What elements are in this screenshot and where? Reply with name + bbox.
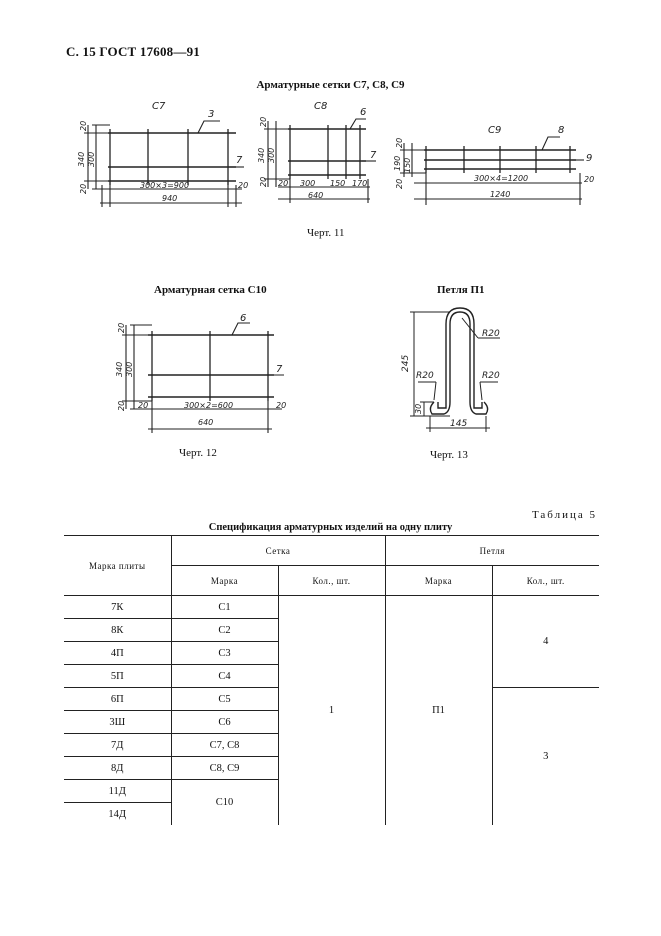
mesh-mark-cell: С5: [171, 688, 278, 711]
c9-pos-a: 8: [558, 125, 565, 136]
c8-dim-20a: 20: [259, 116, 268, 127]
c7-dim-20a: 20: [79, 120, 88, 131]
slab-mark-cell: 8К: [64, 619, 171, 642]
slab-mark-cell: 3Ш: [64, 711, 171, 734]
loop-radius-right: R20: [482, 371, 500, 381]
c9-pos-b: 9: [586, 153, 593, 164]
c8-dim-300: 300: [267, 147, 276, 163]
c8-dim-s2: 150: [330, 179, 346, 188]
header-loop-mark: Марка: [385, 566, 492, 596]
header-mesh-qty: Кол., шт.: [278, 566, 385, 596]
header-loop-qty: Кол., шт.: [492, 566, 599, 596]
c7-dim-20c: 20: [238, 181, 249, 190]
c8-dim-20c: 20: [278, 179, 289, 188]
loop-width: 145: [450, 419, 468, 429]
loop-radius-top: R20: [482, 329, 500, 339]
mesh-mark-cell: С8, С9: [171, 757, 278, 780]
figure-13-drawing: [390, 298, 520, 438]
c7-span: 300×3=900: [140, 181, 190, 190]
loop-foot: 30: [414, 403, 423, 414]
specification-table: [64, 535, 599, 825]
mesh-mark-cell: С10: [171, 780, 278, 826]
figure-12-caption: Черт. 12: [179, 447, 217, 459]
c9-dim-150: 150: [403, 157, 412, 173]
mesh-mark-cell: С7, С8: [171, 734, 278, 757]
slab-mark-cell: 4П: [64, 642, 171, 665]
c8-dim-s3: 170: [352, 179, 368, 188]
loop-mark-cell: П1: [385, 596, 492, 826]
mesh-mark-cell: С6: [171, 711, 278, 734]
slab-mark-cell: 7Д: [64, 734, 171, 757]
loop-radius-left: R20: [416, 371, 434, 381]
figure-13-title: Петля П1: [437, 284, 485, 296]
slab-mark-cell: 14Д: [64, 803, 171, 826]
c9-dim-190: 190: [393, 155, 402, 171]
c10-dim-20c-right: 20: [276, 401, 287, 410]
loop-qty-cell-a: 4: [492, 596, 599, 688]
figure-13-caption: Черт. 13: [430, 449, 468, 461]
c9-dim-20a: 20: [395, 137, 404, 148]
c7-dim-300: 300: [87, 151, 96, 167]
slab-mark-cell: 11Д: [64, 780, 171, 803]
slab-mark-cell: 6П: [64, 688, 171, 711]
figure-11-drawing: [70, 95, 600, 215]
c9-label: С9: [488, 125, 502, 136]
mesh-mark-cell: С4: [171, 665, 278, 688]
header-mesh-mark: Марка: [171, 566, 278, 596]
figure-12-drawing: [104, 305, 304, 435]
figure-12-title: Арматурная сетка С10: [154, 284, 267, 296]
figure-11-caption: Черт. 11: [307, 227, 345, 239]
c7-total: 940: [162, 194, 178, 203]
c9-dim-20b: 20: [395, 178, 404, 189]
mesh-mark-cell: С2: [171, 619, 278, 642]
mesh-qty-cell: 1: [278, 596, 385, 826]
c7-dim-340: 340: [77, 151, 86, 167]
header-loop-group: Петля: [385, 536, 599, 566]
mesh-mark-cell: С3: [171, 642, 278, 665]
slab-mark-cell: 8Д: [64, 757, 171, 780]
c8-total: 640: [308, 191, 324, 200]
c8-dim-20b: 20: [259, 176, 268, 187]
c7-dim-20b: 20: [79, 183, 88, 194]
page-header: С. 15 ГОСТ 17608—91: [66, 44, 200, 59]
c10-dim-20a: 20: [117, 322, 126, 333]
c7-label: С7: [152, 101, 166, 112]
figure-11-title: Арматурные сетки С7, С8, С9: [256, 79, 405, 91]
c8-pos-b: 7: [370, 150, 377, 161]
loop-height: 245: [401, 354, 411, 372]
loop-qty-cell-b: 3: [492, 688, 599, 826]
c8-pos-a: 6: [360, 107, 367, 118]
c8-label: С8: [314, 101, 328, 112]
c10-pos-b: 7: [276, 364, 283, 375]
c10-dim-300: 300: [125, 361, 134, 377]
slab-mark-cell: 5П: [64, 665, 171, 688]
header-mesh-group: Сетка: [171, 536, 385, 566]
table-title: Спецификация арматурных изделий на одну плиту: [208, 522, 453, 533]
table-number: Таблица 5: [531, 509, 597, 521]
mesh-mark-cell: С1: [171, 596, 278, 619]
c8-dim-s1: 300: [300, 179, 316, 188]
c10-pos-a: 6: [240, 313, 247, 324]
c7-pos-b: 7: [236, 155, 243, 166]
c10-dim-340: 340: [115, 361, 124, 377]
header-slab-mark: Марка плиты: [64, 536, 171, 596]
c7-pos-a: 3: [208, 109, 215, 120]
slab-mark-cell: 7К: [64, 596, 171, 619]
c10-dim-20b: 20: [117, 400, 126, 411]
c10-dim-20c-left: 20: [138, 401, 149, 410]
c10-span: 300×2=600: [184, 401, 234, 410]
c8-dim-340: 340: [257, 147, 266, 163]
c10-total: 640: [198, 418, 214, 427]
c9-total: 1240: [490, 190, 511, 199]
c9-dim-20c: 20: [584, 175, 595, 184]
c9-span: 300×4=1200: [474, 174, 529, 183]
